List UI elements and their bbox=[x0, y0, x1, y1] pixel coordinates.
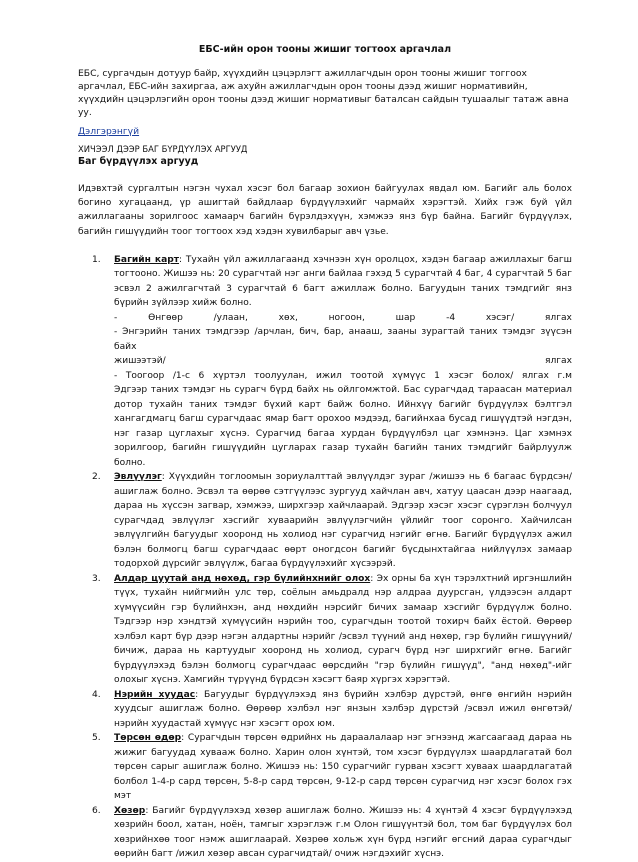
item-term: Төрсөн өдөр bbox=[114, 733, 182, 744]
list-item-card bbox=[92, 253, 572, 471]
item-text: : Эх орны ба хүн тэрэлхтний иргэншлийн түүх, тухайн нийгмийн улс төр, соёлын амьдралд нэр алдраа дуурсган, үлдээсэн алдарт хүмүүсийн гэр бүлийнхэн, анд нөхдийн нэрсийг бичих замаар хэсгийг бүрдүүлж болно. Тэдгээр нэр хэндтэй хүмүүсийн нэрийн тоо, сурагчдын тоотой тохирч байх ёстой. Өөрөөр хэлбэл карт бүр дээр нэгэн алдартны нэрийг /эсвэл түүний анд нөхөр, гэр бүлийн гишүүний/ бичиж, дараа нь картуудыг хооронд нь холиод, сурагч бүрд нэг ширхгийг өгнө. Багийг бүрдүүлэхэд бэлэн болмогц сурагчдаас өөрсдийн "гэр бүлийн гишүүд", "анд нөхөд"-ийг олохыг хүснэ. Хамгийн түрүүнд бүрдсэн хэсэгт баяр хүргэх хэрэгтэй. bbox=[114, 573, 572, 686]
item-text: : Сурагчдын төрсөн өдрийнх нь дараалалаар нэг эгнээнд жагсаагаад дараа нь жижиг багуудад хувааж болно. Харин олон хүнтэй, том хэсэг бүрдүүлэх шаардлагатай бол төрсөн сарыг ашиглаж болно. Жишээ нь: 150 сурагчийг гурван хэсэгт хуваах шаардлагатай болбол 1-4-р сард төрсөн, 5-8-р сард төрсөн, 9-12-р сард төрсөн сурагчид нэг хэсэг болох гэх мэт bbox=[114, 733, 572, 802]
color-row-cell: Өнгөөр bbox=[148, 312, 183, 323]
item-term: Багийн карт bbox=[114, 254, 180, 265]
shape-line-right: ялгах bbox=[544, 356, 572, 367]
color-row-cell: /улаан, bbox=[213, 312, 248, 323]
methods-list bbox=[78, 253, 572, 862]
item-number: 2. bbox=[92, 472, 101, 483]
list-item-puzzle bbox=[92, 470, 572, 572]
section-heading: Баг бүрдүүлэх аргууд bbox=[78, 156, 199, 167]
item-text: : Хүүхдийн тоглоомын зориулалттай эвлүүлдэг зураг /жишээ нь 6 багааc бүрдсэн/ ашиглаж болно. Эсвэл та өөрөө сэтгүүлээс зургууд хайчлан авч, хатуу цаасан дээр наагаад, дараа нь хүссэн загвар, хэмжээ, ширхгээр хайчлаарай. Эдгээр хэсэг хэсэг сүрэглэн болчуул сурагчдад эвлүүлэг хэсгийг хуваарийн эвлүүлэгчийн үйлийг тоог соронго. Хайчилсан эвлүүлгийн багуудыг хооронд нь холиод нэг сурагчид нэгийг өгнө. Багийг бүрдүүлэх ажил бэлэн болмогц багш сурагчдаас өөрт оногдсон багийг бүсдынхтайгаа нийлүүлэх замаар тодорхой дүрсийг эвлүүлж, багаа бүрдүүлэхийг хүсээрэй. bbox=[114, 472, 572, 570]
color-row-cell: шар bbox=[395, 312, 416, 323]
item-text: : Тухайн үйл ажиллагаанд хэчнээн хүн оролцох, хэдэн багаар ажиллахыг багш тогтооно. Жишээ нь: 20 сурагчтай нэг анги байлаа гэхэд 5 сурагчтай 4 баг, 4 сурагчтай 5 баг эсвэл 2 ажилгагчтай 3 сурагчтай 6 багт ажиллаж болно. Багуудын таних тэмдгийг янз бүрийн зүйлээр хийж болно. bbox=[114, 254, 572, 309]
section-intro: Идэвхтэй сургалтын нэгэн чухал хэсэг бол багаар зохион байгуулах явдал юм. Багийг аль болох богино хугацаанд, үр ашигтай байдлаар бүрдүүлэхийг чармайх хэрэгтэй. Хийх гэж буй үйл ажиллагааны зорилгоос хамаарч багийн бүрэлдэхүүн, хэмжээ янз бүр байна. Багийг бүрдүүлэх, багийн гишүүдийн тоог тогтоох хэд хэдэн хувилбарыг авч үзье. bbox=[78, 184, 572, 237]
item-number: 5. bbox=[92, 733, 101, 744]
list-item-birthday bbox=[92, 731, 572, 804]
number-line: - Тоогоор /1-с 6 хүртэл тоолуулан, ижил тоотой хүмүүс 1 хэсэг болох/ ялгах г.м bbox=[114, 370, 572, 381]
item-term: Хөзөр bbox=[114, 805, 146, 816]
list-item-cards-deck bbox=[92, 804, 572, 862]
subheading-caps: ХИЧЭЭЛ ДЭЭР БАГ БҮРДҮҮЛЭХ АРГУУД bbox=[78, 144, 248, 154]
color-row-cell: хэсэг/ bbox=[485, 312, 515, 323]
color-row-cell: -4 bbox=[446, 312, 456, 323]
color-row-cell: - bbox=[114, 312, 118, 323]
item-number: 3. bbox=[92, 573, 101, 584]
list-item-name-card bbox=[92, 688, 573, 732]
item-text: : Багийг бүрдүүлэхэд хөзөр ашиглаж болно. Жишээ нь: 4 хүнтэй 4 хэсэг бүрдүүлэхэд хөзрийн боол, хатан, ноён, тамгыг хэрэглэж г.м Олон гишүүнтэй бол, том баг бүрдүүлэх бол хөзрийнхөө тоог нэмж ашиглаарай. Хөзрөө хольж хүн бүрд нэгийг өгсний дараа сурагчдыг өөрийн багт /ижил хөзөр авсан сурагчидтай/ очиж нэгдэхийг хүснэ. bbox=[114, 805, 572, 860]
item-number: 6. bbox=[92, 805, 101, 816]
color-row-cell: ногоон, bbox=[328, 312, 365, 323]
color-row bbox=[114, 311, 572, 326]
item-term: Алдар цуутай анд нөхөд, гэр бүлийнхнийг олох bbox=[114, 573, 371, 584]
item-text: : Багуудыг бүрдүүлэхэд янз бүрийн хэлбэр дүрстэй, өнгө өнгийн нэрийн хуудсыг ашиглаж болно. Өөрөөр хэлбэл нэг янзын хэлбэр дүрстэй /эсвэл ижил өнгөтэй/ нэрийн хуудастай хүмүүс нэг хэсэгт орох юм. bbox=[114, 689, 573, 729]
item-number: 1. bbox=[92, 254, 101, 265]
details-link[interactable]: Дэлгэрэнгүй bbox=[78, 126, 140, 137]
document-title: ЕБС-ийн орон тооны жишиг тогтоох аргачлал bbox=[198, 44, 452, 55]
item-term: Нэрийн хуудас bbox=[114, 689, 196, 700]
color-row-cell: ялгах bbox=[544, 312, 572, 323]
shape-line-left: жишээтэй/ bbox=[114, 356, 166, 367]
list-item-famous-friends bbox=[92, 572, 572, 688]
shape-line-continued bbox=[114, 354, 572, 369]
item-term: Эвлүүлэг bbox=[114, 472, 162, 483]
item-number: 4. bbox=[92, 689, 101, 700]
intro-paragraph: ЕБС, сургачдын дотуур байр, хүүхдийн цэцэрлэгт ажиллагчдын орон тооны жишиг тоггоох аргачлал, ЕБС-ийн захиргаа, аж ахуйн ажиллагчдын орон тооны дээд жишиг нормативийн, хүүхдийн цэцэрлэгийн орон тооны дээд жишиг нормативыг баталсан сайдын тушаалыг татаж авна уу. bbox=[78, 68, 569, 118]
shape-line: - Энгэрийн таних тэмдгээр /арчлан, бич, бар, анааш, зааны зурагтай таних тэмдэг зүүсэн байх bbox=[114, 327, 572, 352]
color-row-cell: хөх, bbox=[278, 312, 298, 323]
item-text-after: Эдгээр таних тэмдэг нь сурагч бүрд байх нь ойлгомжтой. Бас сурагчдад тараасан материал дотор тухайн таних тэмдэг бүхий карт байж болно. Ийнхүү багийг бүрдүүлэх бэлтгэл хангагдмагц багш сурагчдаас ямар багт орохоо мэдээд, багийнхаа бусад гишүүдтэй нэгдэн, нэг газар цуглахыг хүснэ. Сурагчид багаа хурдан бүрдүүлбэл цаг хэмнэнэ. Цаг хэмнэх зорилгоор, багийн гишүүдийн цугларах газар тухайн багийн таних тэмдгийг байрлуулж болно. bbox=[114, 385, 572, 468]
